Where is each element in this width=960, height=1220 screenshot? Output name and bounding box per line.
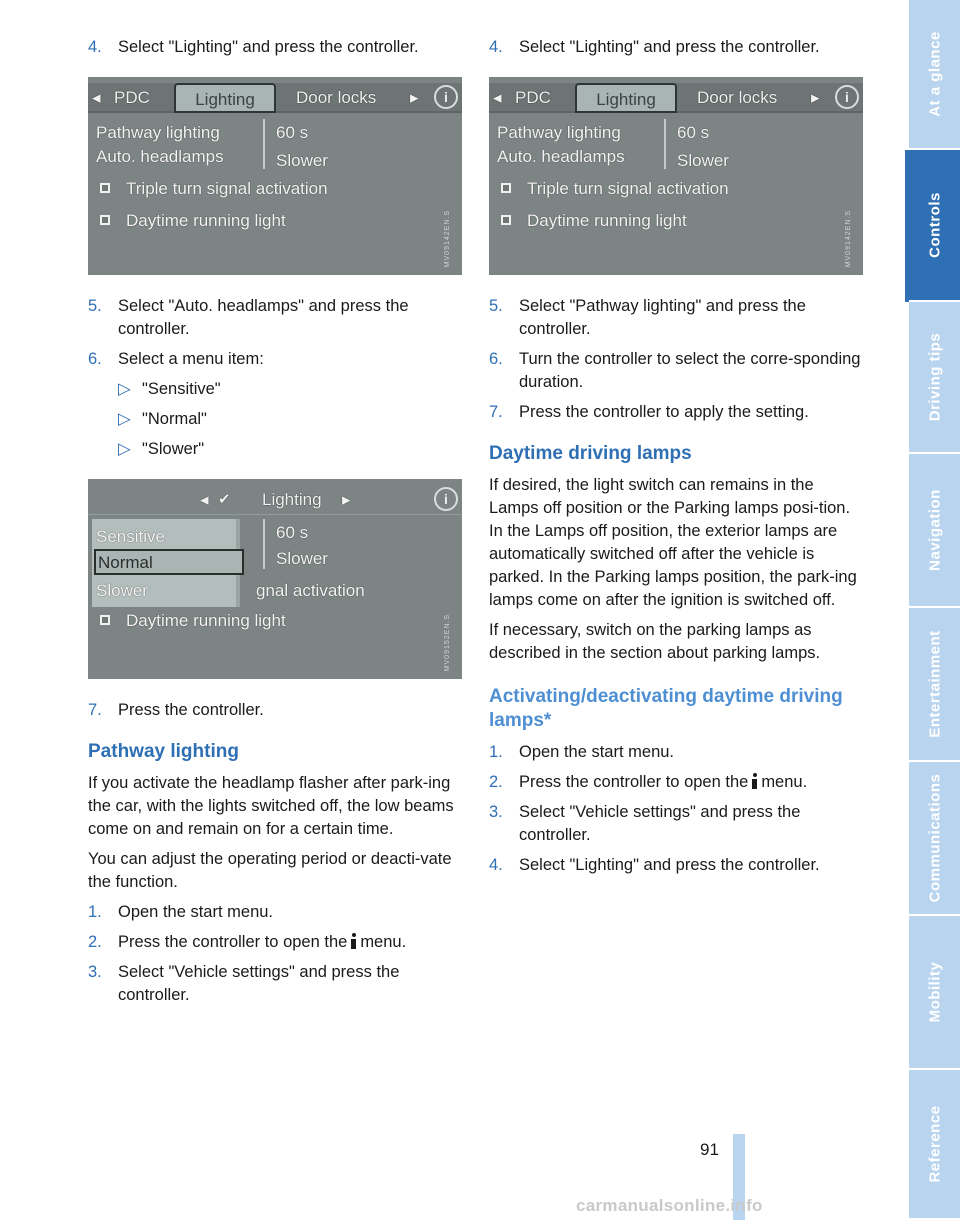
sidebar-tab-driving-tips[interactable]: [909, 302, 960, 454]
screen-title-bar: [88, 485, 462, 515]
step-text-before: Press the controller to open the: [519, 773, 749, 791]
step: [489, 36, 863, 59]
step-text: Select "Lighting" and press the controller.: [118, 38, 419, 56]
checkbox-icon: [501, 215, 511, 225]
triangle-bullet-icon: ▷: [118, 440, 131, 458]
triangle-bullet-icon: ▷: [118, 380, 131, 398]
step-text: Press the controller to apply the setting.: [519, 403, 809, 421]
step-number: 2.: [88, 933, 102, 951]
step: [489, 401, 863, 424]
left-column: [88, 36, 462, 1014]
step-text: Open the start menu.: [519, 743, 675, 761]
screen-row-label: Auto. headlamps: [96, 147, 224, 166]
step-number: 4.: [489, 856, 503, 874]
info-menu-icon: [350, 933, 357, 949]
step-number: 5.: [88, 297, 102, 315]
screen-row-value: 60 s: [276, 523, 309, 542]
bullet-text: "Normal": [142, 410, 207, 428]
section-heading: Daytime driving lamps: [489, 443, 692, 464]
step-number: 7.: [88, 701, 102, 719]
option-item-selected: Normal: [98, 553, 153, 572]
image-code: MV09142EN.S: [444, 209, 451, 267]
sidebar-tab-entertainment[interactable]: [909, 608, 960, 762]
step-number: 1.: [489, 743, 503, 761]
step: [88, 961, 462, 1007]
step-text: Select a menu item:: [118, 350, 264, 368]
step-text: [118, 931, 462, 954]
step-number: 6.: [489, 350, 503, 368]
sidebar-tab-at-a-glance[interactable]: [909, 0, 960, 150]
step-text: Select "Lighting" and press the controller.: [519, 856, 820, 874]
screen-tab-active: Lighting: [174, 83, 276, 113]
bullet-item: [118, 408, 462, 431]
arrow-left-icon: ◂: [200, 490, 209, 509]
step: [489, 295, 863, 341]
sidebar-tab-label: Communications: [926, 773, 943, 903]
bullet-item: [118, 438, 462, 461]
bullet-text: "Sensitive": [142, 380, 221, 398]
section-heading: Pathway lighting: [88, 741, 239, 762]
info-menu-icon: [751, 773, 758, 789]
bullet-text: "Slower": [142, 440, 205, 458]
arrow-left-icon: ◂: [92, 88, 101, 107]
step-text-after: menu.: [360, 933, 407, 951]
screen-row-label: Auto. headlamps: [497, 147, 625, 166]
step-number: 3.: [489, 803, 503, 821]
screen-checkbox-label: Daytime running light: [126, 611, 286, 630]
step: [88, 36, 462, 59]
screen-row-label: Pathway lighting: [497, 123, 621, 142]
paragraph: If desired, the light switch can remains in the Lamps off position or the Parking lamps posi-tion.: [489, 476, 851, 517]
info-icon: i: [434, 85, 458, 109]
divider: [263, 519, 265, 569]
info-icon: i: [434, 487, 458, 511]
screen-tab: PDC: [515, 88, 551, 107]
sidebar-tab-mobility[interactable]: [909, 916, 960, 1070]
screen-tab-bar: [489, 83, 863, 113]
image-code: MV09142EN.S: [845, 209, 852, 267]
screen-checkbox-label: Triple turn signal activation: [527, 179, 729, 198]
screen-row-value: 60 s: [677, 123, 710, 142]
screen-tab: Door locks: [697, 88, 778, 107]
bullet-item: [118, 378, 462, 401]
step-text: Select "Lighting" and press the controller.: [519, 38, 820, 56]
step-number: 1.: [88, 903, 102, 921]
sidebar-tab-label: At a glance: [926, 31, 943, 117]
step: [88, 901, 462, 924]
info-icon: i: [835, 85, 859, 109]
step-text: Open the start menu.: [118, 903, 274, 921]
arrow-right-icon: ▸: [342, 490, 351, 509]
step-text: Select "Pathway lighting" and press the controller.: [519, 297, 806, 338]
sidebar-tab-communications[interactable]: [909, 762, 960, 916]
divider: [664, 119, 666, 169]
step-text: Press the controller.: [118, 701, 264, 719]
step: [88, 348, 462, 371]
sidebar-tab-label: Mobility: [926, 961, 943, 1023]
step: [489, 801, 863, 847]
car-check-icon: ✔: [218, 491, 231, 508]
checkbox-icon: [100, 183, 110, 193]
paragraph: If you activate the headlamp flasher after park-ing the car, with the lights switched off, the low beams come on and remain on for a certain time.: [88, 774, 454, 838]
screen-row-value: Slower: [276, 549, 328, 568]
checkbox-icon: [100, 615, 110, 625]
step: [489, 854, 863, 877]
right-column: [489, 36, 863, 884]
step-number: 2.: [489, 773, 503, 791]
image-code: MV09152EN.S: [444, 613, 451, 671]
screen-row-value: Slower: [677, 151, 729, 170]
checkbox-icon: [100, 215, 110, 225]
checkbox-icon: [501, 183, 511, 193]
option-item: Slower: [96, 581, 148, 600]
sidebar-tab-reference[interactable]: [909, 1070, 960, 1220]
sidebar-tab-controls[interactable]: [909, 150, 960, 302]
page-number: 91: [700, 1140, 719, 1159]
sidebar-tab-label: Entertainment: [926, 630, 943, 738]
divider: [263, 119, 265, 169]
screen-tab-bar: [88, 83, 462, 113]
paragraph: If necessary, switch on the parking lamps as described in the section about parking lamps.: [489, 621, 821, 662]
screen-tab-active: Lighting: [575, 83, 677, 113]
step: [489, 741, 863, 764]
screen-row-value: 60 s: [276, 123, 309, 142]
sidebar-tab-navigation[interactable]: [909, 454, 960, 608]
step-number: 4.: [88, 38, 102, 56]
chapter-sidebar: [909, 0, 960, 1220]
screen-checkbox-label: Daytime running light: [126, 211, 286, 230]
screen-checkbox-label: Daytime running light: [527, 211, 687, 230]
paragraph: In the Lamps off position, the exterior lamps are automatically switched off after the vehicle is parked. In the Parking lamps position, the park-ing lamps come on after the ignition is switched off.: [489, 522, 857, 609]
step: [489, 348, 863, 394]
screen-tab: PDC: [114, 88, 150, 107]
sidebar-tab-label: Driving tips: [926, 332, 943, 422]
step: [88, 699, 462, 722]
step-text-after: menu.: [761, 773, 808, 791]
step-number: 3.: [88, 963, 102, 981]
step-text: Select "Vehicle settings" and press the controller.: [118, 963, 400, 1004]
option-item: Sensitive: [96, 527, 165, 546]
step-text-before: Press the controller to open the: [118, 933, 348, 951]
subsection-heading: Activating/deactivating daytime driving lamps*: [489, 686, 843, 731]
screen-title: Lighting: [262, 490, 322, 509]
sidebar-tab-label: Reference: [926, 1105, 943, 1183]
step-text: [519, 771, 863, 794]
idrive-screen-headlamp-options: [88, 479, 462, 679]
idrive-screen-lighting-menu: [88, 77, 462, 275]
screen-partial-label: gnal activation: [256, 581, 365, 600]
step-text: Turn the controller to select the corre-sponding duration.: [519, 350, 861, 391]
watermark: carmanualsonline.info: [576, 1196, 763, 1215]
step-text: Select "Auto. headlamps" and press the controller.: [118, 297, 409, 338]
step-number: 4.: [489, 38, 503, 56]
step-number: 5.: [489, 297, 503, 315]
triangle-bullet-icon: ▷: [118, 410, 131, 428]
screen-row-label: Pathway lighting: [96, 123, 220, 142]
sidebar-tab-label: Navigation: [926, 489, 943, 571]
step: [88, 931, 462, 954]
arrow-left-icon: ◂: [493, 88, 502, 107]
step-number: 7.: [489, 403, 503, 421]
step: [88, 295, 462, 341]
step: [489, 771, 863, 794]
arrow-right-icon: ▸: [410, 88, 419, 107]
paragraph: You can adjust the operating period or deacti-vate the function.: [88, 850, 452, 891]
step-text: Select "Vehicle settings" and press the controller.: [519, 803, 801, 844]
screen-checkbox-label: Triple turn signal activation: [126, 179, 328, 198]
screen-tab: Door locks: [296, 88, 377, 107]
step-number: 6.: [88, 350, 102, 368]
idrive-screen-lighting-menu: [489, 77, 863, 275]
sidebar-tab-label: Controls: [926, 192, 943, 258]
screen-row-value: Slower: [276, 151, 328, 170]
arrow-right-icon: ▸: [811, 88, 820, 107]
